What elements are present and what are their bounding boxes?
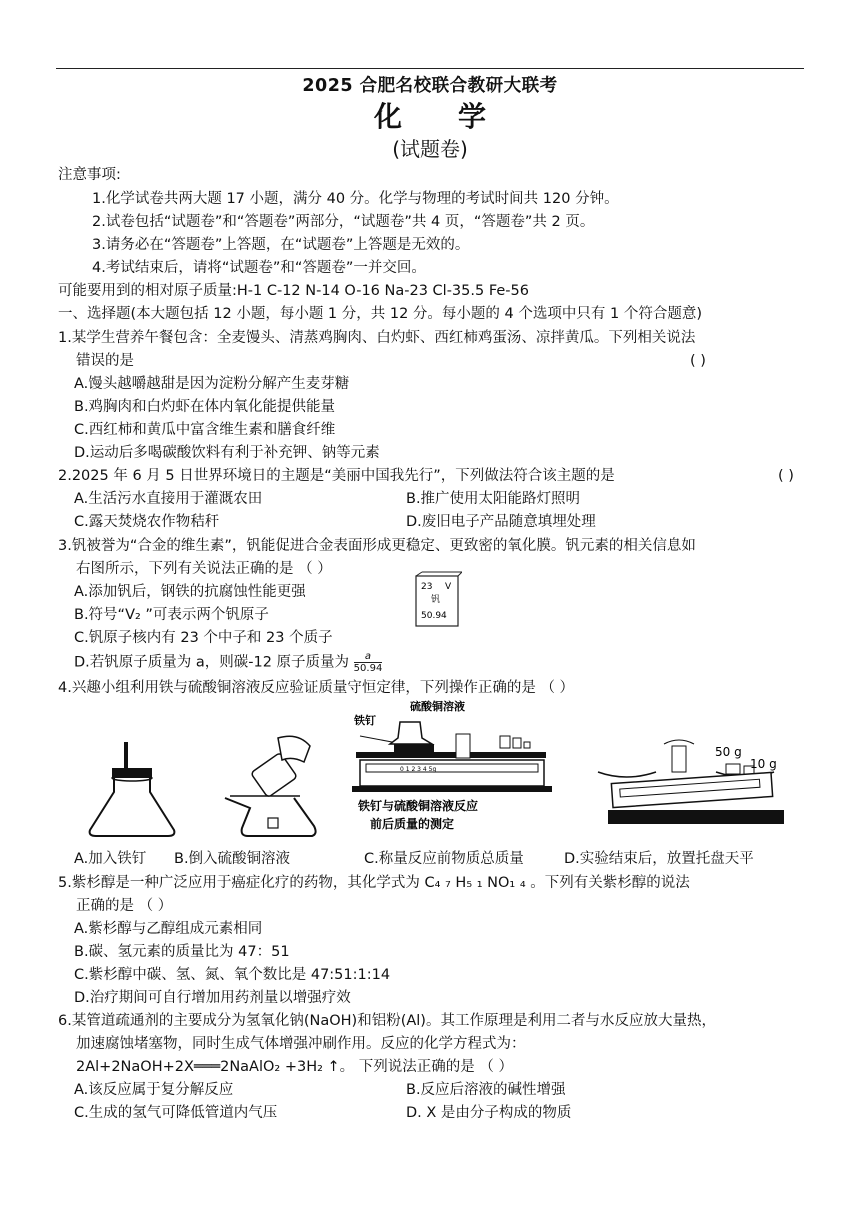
q4-stem: 4.兴趣小组利用铁与硫酸铜溶液反应验证质量守恒定律，下列操作正确的是 （ ）	[58, 680, 575, 696]
subject-title: 化 学	[373, 100, 500, 133]
weight-10g-label: 10 g	[750, 757, 777, 771]
q3-option-d-text: D.若钒原子质量为 a，则碳-12 原子质量为	[74, 654, 350, 671]
figure-a-flask	[90, 742, 175, 836]
q4-figures	[60, 698, 805, 846]
figure-d-balance	[598, 740, 784, 824]
element-mass: 50.94	[421, 611, 447, 621]
q6-option-d: D. X 是由分子构成的物质	[406, 1105, 572, 1121]
element-number: 23	[421, 582, 433, 592]
q2-option-d: D.废旧电子产品随意填埋处理	[406, 514, 596, 530]
q5-option-c: C.紫杉醇中碳、氢、氮、氧个数比是 47:51:1:14	[74, 967, 391, 983]
weight-50g-label: 50 g	[715, 745, 742, 759]
flask-stopper	[112, 768, 152, 778]
q2-stem: 2.2025 年 6 月 5 日世界环境日的主题是“美丽中国我先行”，下列做法符合该主题的是	[58, 468, 615, 484]
q3-option-d	[74, 651, 382, 674]
note-item: 4.考试结束后，请将“试题卷”和“答题卷”一并交回。	[92, 260, 426, 276]
q5-option-d: D.治疗期间可自行增加用药剂量以增强疗效	[74, 990, 351, 1006]
q1-stem-cont: 错误的是	[76, 353, 134, 369]
note-item: 2.试卷包括“试题卷”和“答题卷”两部分，“试题卷”共 4 页，“答题卷”共 2 页。	[92, 214, 595, 230]
caption-line-1: 铁钉与硫酸铜溶液反应	[358, 799, 479, 813]
q5-option-a: A.紫杉醇与乙醇组成元素相同	[74, 921, 263, 937]
q1-option-b: B.鸡胸肉和白灼虾在体内氧化能提供能量	[74, 399, 336, 415]
q6-option-b: B.反应后溶液的碱性增强	[406, 1082, 566, 1098]
q4-caption-a: A.加入铁钉	[74, 851, 147, 867]
bottle-stopper	[268, 818, 278, 828]
q5-stem-cont: 正确的是 （ ）	[76, 898, 173, 914]
q1-answer-blank: ( )	[690, 353, 706, 369]
scale-marks: 0 1 2 3 4 5g	[400, 766, 437, 773]
q5-stem: 5.紫杉醇是一种广泛应用于癌症化疗的药物，其化学式为 C₄ ₇ H₅ ₁ NO₁ ₄ 。下列有关紫杉醇的说法	[58, 875, 690, 891]
q4-caption-d: D.实验结束后，放置托盘天平	[564, 851, 754, 867]
fraction	[354, 651, 383, 674]
q2-option-a: A.生活污水直接用于灌溉农田	[74, 491, 263, 507]
top-rule	[56, 68, 804, 69]
q2-option-b: B.推广使用太阳能路灯照明	[406, 491, 581, 507]
caption-line-2: 前后质量的测定	[370, 817, 455, 831]
fraction-numerator: a	[354, 651, 383, 663]
figure-c-balance	[352, 699, 552, 831]
q3-option-c: C.钒原子核内有 23 个中子和 23 个质子	[74, 630, 333, 646]
q6-stem: 6.某管道疏通剂的主要成分为氢氧化钠(NaOH)和铝粉(Al)。其工作原理是利用二者与水反应放大量热，	[58, 1013, 716, 1029]
q2-answer-blank: ( )	[778, 468, 794, 484]
q6-stem-cont: 加速腐蚀堵塞物，同时生成气体增强冲刷作用。反应的化学方程式为：	[76, 1036, 526, 1052]
q3-stem: 3.钒被誉为“合金的维生素”，钒能促进合金表面形成更稳定、更致密的氧化膜。钒元素的相关信息如	[58, 538, 696, 554]
element-symbol: V	[445, 582, 452, 592]
paper-type: (试题卷)	[392, 137, 468, 161]
notes-heading: 注意事项:	[58, 167, 121, 183]
exam-title: 2025 合肥名校联合教研大联考	[302, 76, 558, 96]
q6-equation: 2Al+2NaOH+2X═══2NaAlO₂ +3H₂ ↑。 下列说法正确的是 （ ）	[76, 1059, 514, 1075]
q4-caption-b: B.倒入硫酸铜溶液	[174, 851, 291, 867]
atomic-masses: 可能要用到的相对原子质量:H-1 C-12 N-14 O-16 Na-23 Cl-35.5 Fe-56	[58, 283, 529, 299]
nail-label: 铁钉	[354, 714, 376, 727]
vanadium-element-card	[412, 570, 462, 630]
element-name: 钒	[431, 595, 441, 605]
q1-option-a: A.馒头越嚼越甜是因为淀粉分解产生麦芽糖	[74, 376, 350, 392]
q6-option-a: A.该反应属于复分解反应	[74, 1082, 234, 1098]
q3-option-a: A.添加钒后，钢铁的抗腐蚀性能更强	[74, 584, 306, 600]
note-item: 1.化学试卷共两大题 17 小题，满分 40 分。化学与物理的考试时间共 120 分钟。	[92, 191, 619, 207]
iron-nail	[124, 742, 128, 768]
note-item: 3.请务必在“答题卷”上答题，在“试题卷”上答题是无效的。	[92, 237, 470, 253]
solution-label: 硫酸铜溶液	[410, 700, 465, 713]
q6-option-c: C.生成的氢气可降低管道内气压	[74, 1105, 278, 1121]
section-heading: 一、选择题(本大题包括 12 小题，每小题 1 分，共 12 分。每小题的 4 个选项中只有 1 个符合题意)	[58, 306, 702, 322]
hand	[278, 736, 310, 762]
q3-stem-cont: 右图所示，下列有关说法正确的是 （ ）	[76, 561, 332, 577]
q1-option-c: C.西红柿和黄瓜中富含维生素和膳食纤维	[74, 422, 336, 438]
q1-option-d: D.运动后多喝碳酸饮料有利于补充钾、钠等元素	[74, 445, 380, 461]
q1-stem: 1.某学生营养午餐包含：全麦馒头、清蒸鸡胸肉、白灼虾、西红柿鸡蛋汤、凉拌黄瓜。下列相关说法	[58, 330, 696, 346]
q4-caption-c: C.称量反应前物质总质量	[364, 851, 524, 867]
q5-option-b: B.碳、氢元素的质量比为 47：51	[74, 944, 290, 960]
reagent-bottle	[251, 752, 298, 797]
fraction-denominator: 50.94	[353, 663, 383, 674]
q2-option-c: C.露天焚烧农作物秸秆	[74, 514, 220, 530]
figure-b-pour	[225, 736, 316, 836]
q3-option-b: B.符号“V₂ ”可表示两个钒原子	[74, 607, 269, 623]
